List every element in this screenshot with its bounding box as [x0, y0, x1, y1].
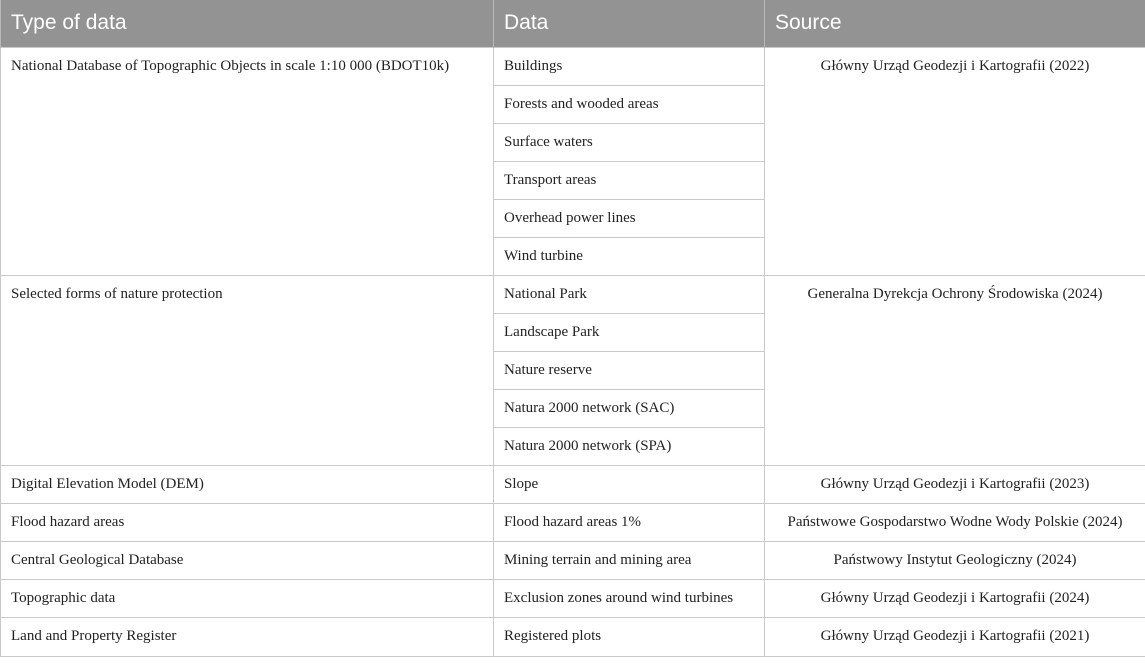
type-cell: Topographic data: [1, 579, 494, 617]
type-cell: Selected forms of nature protection: [1, 275, 494, 465]
table-row: [1, 275, 1145, 313]
source-cell: Państwowy Instytut Geologiczny (2024): [765, 541, 1145, 579]
source-cell: Główny Urząd Geodezji i Kartografii (2022): [765, 47, 1145, 275]
table-row: [1, 503, 1145, 541]
data-cell: Slope: [494, 465, 765, 503]
type-cell: Flood hazard areas: [1, 503, 494, 541]
data-cell: Exclusion zones around wind turbines: [494, 579, 765, 617]
data-cell: Mining terrain and mining area: [494, 541, 765, 579]
type-cell: Land and Property Register: [1, 617, 494, 656]
table-row: [1, 541, 1145, 579]
data-cell: Forests and wooded areas: [494, 85, 765, 123]
source-cell: Główny Urząd Geodezji i Kartografii (2021): [765, 617, 1145, 656]
data-cell: Nature reserve: [494, 351, 765, 389]
data-cell: Wind turbine: [494, 237, 765, 275]
source-cell: Generalna Dyrekcja Ochrony Środowiska (2024): [765, 275, 1145, 465]
source-cell: Państwowe Gospodarstwo Wodne Wody Polskie (2024): [765, 503, 1145, 541]
header-source: Source: [765, 0, 1145, 47]
data-cell: Flood hazard areas 1%: [494, 503, 765, 541]
source-cell: Główny Urząd Geodezji i Kartografii (2023): [765, 465, 1145, 503]
type-cell: Central Geological Database: [1, 541, 494, 579]
data-cell: Overhead power lines: [494, 199, 765, 237]
header-type-of-data: Type of data: [1, 0, 494, 47]
table-body: [1, 47, 1145, 656]
table-row: [1, 617, 1145, 656]
data-cell: Transport areas: [494, 161, 765, 199]
data-cell: Natura 2000 network (SPA): [494, 427, 765, 465]
data-cell: Buildings: [494, 47, 765, 85]
data-cell: Surface waters: [494, 123, 765, 161]
source-cell: Główny Urząd Geodezji i Kartografii (2024): [765, 579, 1145, 617]
header-row: [1, 0, 1145, 47]
data-cell: Natura 2000 network (SAC): [494, 389, 765, 427]
table-row: [1, 465, 1145, 503]
type-cell: Digital Elevation Model (DEM): [1, 465, 494, 503]
table-header: [1, 0, 1145, 47]
data-cell: Registered plots: [494, 617, 765, 656]
table-row: [1, 579, 1145, 617]
header-data: Data: [494, 0, 765, 47]
table-row: [1, 47, 1145, 85]
data-cell: Landscape Park: [494, 313, 765, 351]
type-cell: National Database of Topographic Objects in scale 1:10 000 (BDOT10k): [1, 47, 494, 275]
data-cell: National Park: [494, 275, 765, 313]
